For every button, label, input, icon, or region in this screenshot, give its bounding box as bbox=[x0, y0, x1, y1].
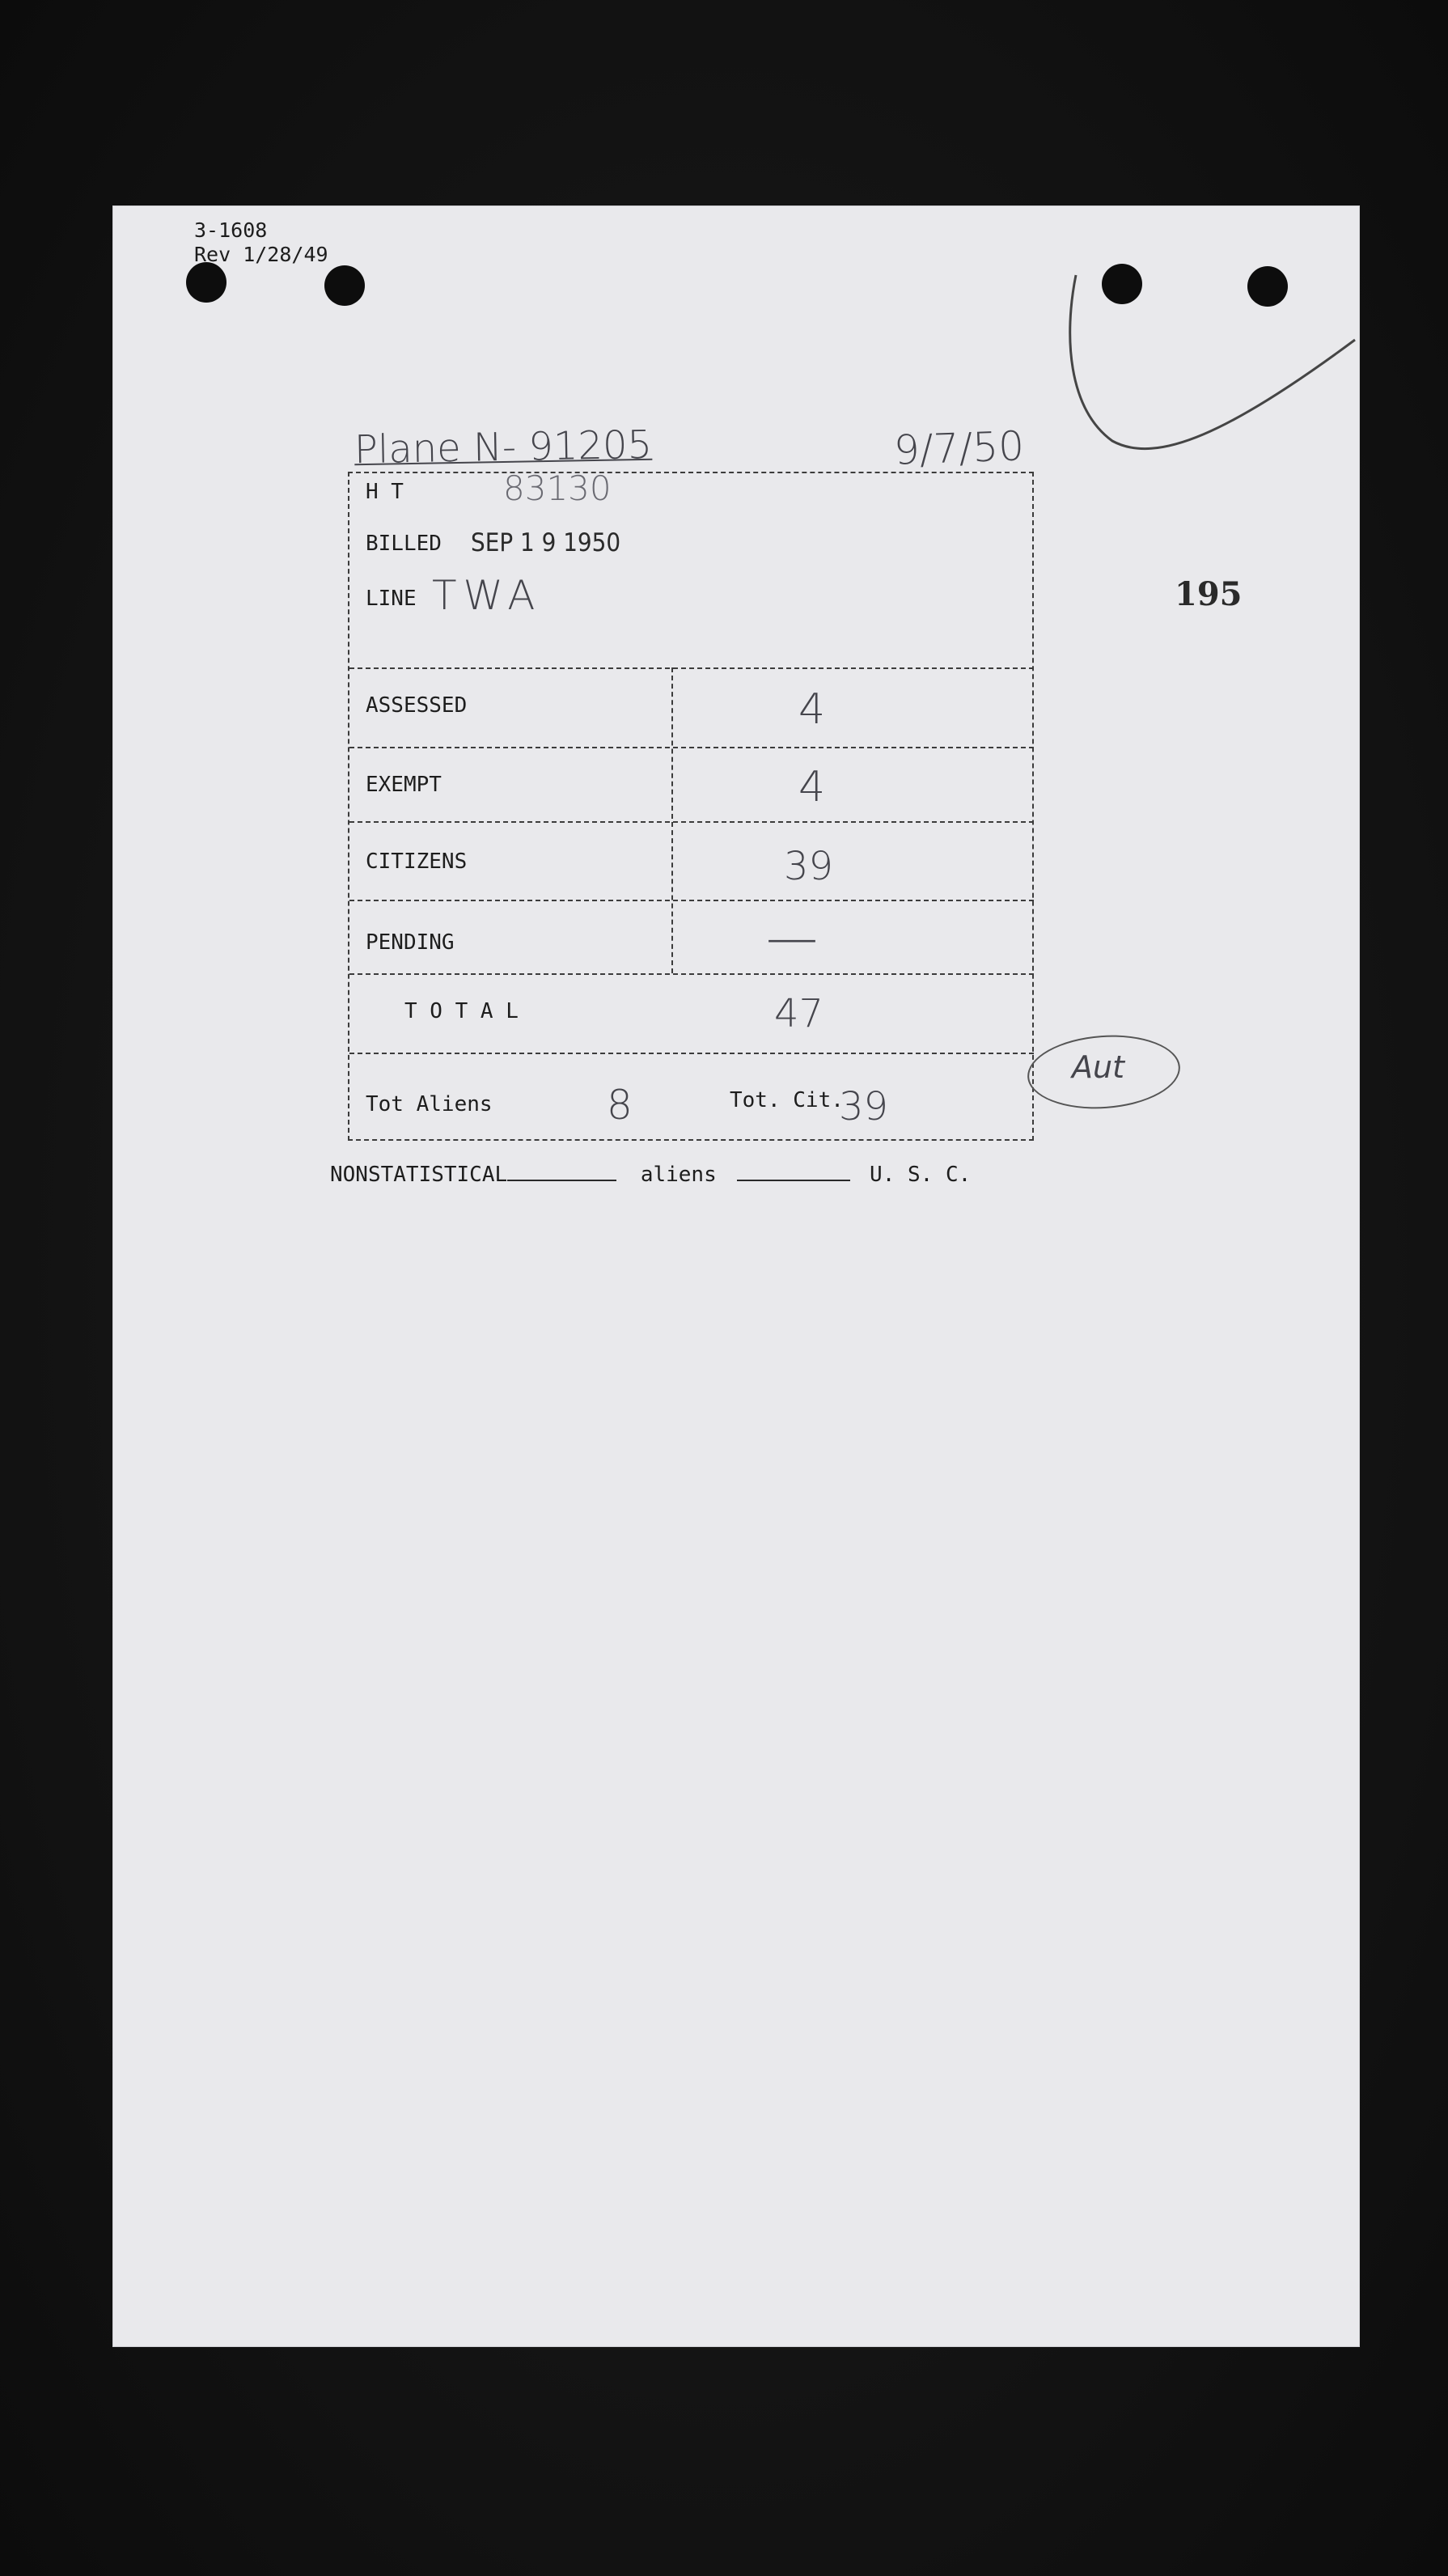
form-revision: Rev 1/28/49 bbox=[194, 243, 328, 266]
row-value-assessed: 4 bbox=[798, 685, 826, 734]
tot-cit-value: 39 bbox=[839, 1084, 889, 1129]
ht-label: H T bbox=[366, 480, 404, 504]
plane-number: Plane N- 91205 bbox=[354, 422, 653, 473]
tot-aliens-label: Tot Aliens bbox=[366, 1092, 493, 1116]
billed-date-stamp: SEP 1 9 1950 bbox=[471, 528, 621, 557]
aliens-label: aliens bbox=[640, 1163, 717, 1187]
divider-row-2 bbox=[349, 821, 1034, 823]
row-value-exempt: 4 bbox=[798, 763, 826, 811]
page-number: 195 bbox=[1175, 575, 1243, 613]
aliens-blank bbox=[737, 1180, 850, 1181]
nonstatistical-label: NONSTATISTICAL bbox=[330, 1163, 508, 1187]
divider-total bbox=[349, 1053, 1034, 1054]
ht-value: 83130 bbox=[503, 468, 612, 508]
divider-header bbox=[349, 667, 1034, 669]
form-number: 3-1608 bbox=[194, 218, 268, 242]
divider-row-3 bbox=[349, 900, 1034, 901]
tot-aliens-value: 8 bbox=[607, 1082, 633, 1129]
row-label-assessed: ASSESSED bbox=[366, 693, 468, 718]
total-label: T O T A L bbox=[404, 999, 519, 1023]
billed-label: BILLED bbox=[366, 532, 442, 556]
row-value-citizens: 39 bbox=[784, 844, 834, 889]
total-value: 47 bbox=[774, 991, 824, 1036]
line-label: LINE bbox=[366, 587, 417, 611]
nonstatistical-blank bbox=[507, 1180, 616, 1181]
nonstatistical-line bbox=[330, 1163, 971, 1187]
tot-cit-label: Tot. Cit. bbox=[730, 1088, 844, 1112]
initials: Aut bbox=[1072, 1049, 1124, 1085]
document-sheet bbox=[113, 206, 1359, 2346]
divider-row-1 bbox=[349, 747, 1034, 748]
usc-label: U. S. C. bbox=[870, 1163, 972, 1187]
row-label-exempt: EXEMPT bbox=[366, 773, 442, 797]
row-label-citizens: CITIZENS bbox=[366, 849, 468, 874]
handwritten-date: 9/7/50 bbox=[893, 422, 1025, 474]
column-divider bbox=[671, 667, 673, 973]
manifest-form bbox=[348, 468, 1034, 1141]
row-value-pending: — bbox=[766, 909, 818, 968]
line-value: TWA bbox=[432, 572, 542, 619]
divider-row-4 bbox=[349, 973, 1034, 975]
row-label-pending: PENDING bbox=[366, 930, 455, 955]
